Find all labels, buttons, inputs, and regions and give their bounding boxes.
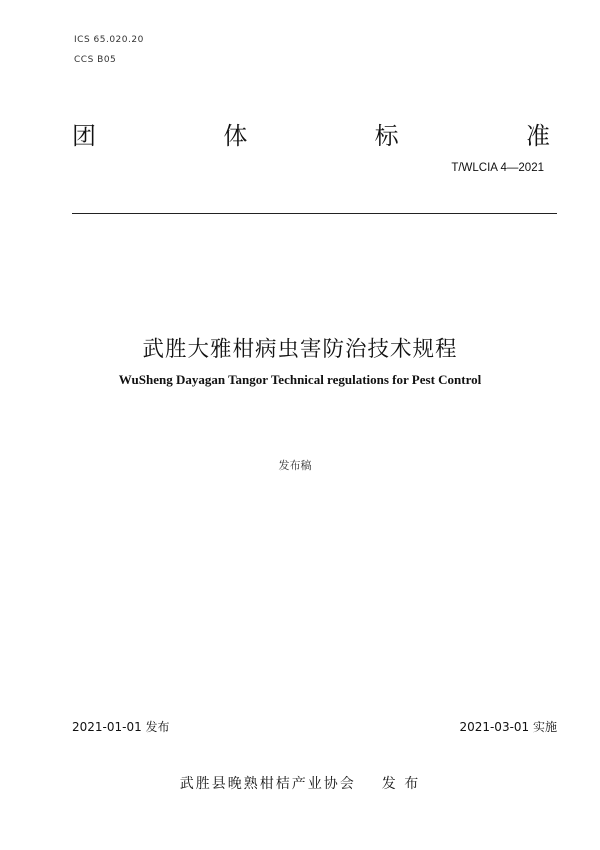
effective-date: 2021-03-01 实施 [459, 720, 557, 734]
title-english: WuSheng Dayagan Tangor Technical regulations for Pest Control [118, 372, 482, 387]
doc-type-char-4: 准 [525, 122, 550, 150]
title-chinese: 武胜大雅柑病虫害防治技术规程 [142, 337, 458, 362]
doc-type-char-2: 体 [223, 122, 248, 150]
issuer-action: 发 布 [381, 776, 421, 792]
ccs-code: CCS B05 [74, 55, 117, 65]
doc-type-char-3: 标 [374, 122, 399, 150]
draft-status-label: 发布稿 [278, 459, 312, 472]
doc-type-char-1: 团 [72, 122, 96, 150]
header-divider [72, 213, 557, 214]
ics-code: ICS 65.020.20 [74, 35, 144, 45]
issuer-line [0, 773, 600, 793]
issue-date: 2021-01-01 发布 [72, 720, 170, 734]
classification-codes [74, 30, 144, 70]
document-type-heading [72, 116, 550, 151]
issuer-name: 武胜县晚熟柑桔产业协会 [179, 776, 356, 792]
standard-number: T/WLCIA 4—2021 [451, 162, 544, 174]
